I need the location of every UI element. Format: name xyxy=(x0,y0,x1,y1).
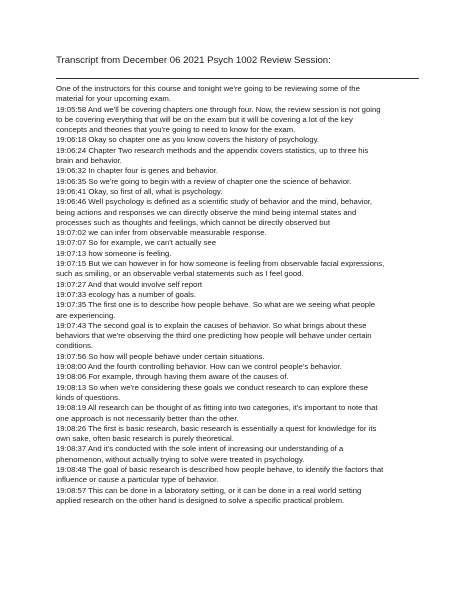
transcript-line: 19:08:37 And it's conducted with the sole intent of increasing our understanding of a xyxy=(56,444,344,454)
transcript-line: 19:07:13 how someone is feeling. xyxy=(56,248,172,258)
transcript-line: 19:07:43 The second goal is to explain the causes of behavior. So what brings about these xyxy=(56,320,367,330)
transcript-line: 19:08:06 For example, through having them aware of the causes of. xyxy=(56,372,289,382)
transcript-line: conditions. xyxy=(56,341,94,351)
transcript-line: concepts and theories that you're going to need to know for the exam. xyxy=(56,125,296,135)
transcript-line: 19:07:56 So how will people behave under certain situations. xyxy=(56,351,265,361)
transcript-line: are experiencing. xyxy=(56,310,116,320)
transcript-line: 19:08:48 The goal of basic research is described how people behave, to identify the factors that xyxy=(56,464,384,474)
transcript-line: 19:06:46 Well psychology is defined as a scientific study of behavior and the mind, behavior, xyxy=(56,197,373,207)
transcript-line: 19:06:24 Chapter Two research methods and the appendix covers statistics, up to three his xyxy=(56,145,369,155)
transcript-line: 19:05:58 And we'll be covering chapters one through four. Now, the review session is not going xyxy=(56,104,381,114)
transcript-line: 19:06:41 Okay, so first of all, what is psychology. xyxy=(56,186,223,196)
transcript-line: processes such as thoughts and feelings, which cannot be directly observed but xyxy=(56,217,330,227)
transcript-line: 19:06:18 Okay so chapter one as you know covers the history of psychology. xyxy=(56,135,320,145)
transcript-line: one approach is not necessarily better than the other. xyxy=(56,413,239,423)
transcript-line: own sake, often basic research is purely theoretical. xyxy=(56,434,234,444)
transcript-line: brain and behavior. xyxy=(56,156,122,166)
transcript-line: 19:08:26 The first is basic research, basic research is essentially a quest for knowledge for its xyxy=(56,423,377,433)
transcript-line: material for your upcoming exam. xyxy=(56,94,172,104)
transcript-line: applied research on the other hand is designed to solve a specific practical problem. xyxy=(56,495,345,505)
transcript-line: phenomenon, without actually trying to solve were treated in psychology. xyxy=(56,454,305,464)
transcript-line: 19:07:02 we can infer from observable measurable response. xyxy=(56,228,267,238)
transcript-line: such as smiling, or an observable verbal statements such as I feel good. xyxy=(56,269,304,279)
transcript-body xyxy=(56,84,432,506)
transcript-line: 19:08:00 And the fourth controlling behavior. How can we control people's behavior. xyxy=(56,362,342,372)
transcript-line: 19:07:27 And that would involve self report xyxy=(56,279,203,289)
transcript-line: influence or cause a particular type of behavior. xyxy=(56,475,219,485)
transcript-line: to be covering everything that will be on the exam but it will be covering a lot of the key xyxy=(56,114,353,124)
transcript-line: 19:06:32 In chapter four is genes and behavior. xyxy=(56,166,219,176)
transcript-line: 19:07:15 But we can however in for how someone is feeling from observable facial expressions, xyxy=(56,259,385,269)
transcript-line: 19:08:13 So when we're considering these goals we conduct research to can explore these xyxy=(56,382,369,392)
transcript-line: 19:07:35 The first one is to describe how people behave. So what are we seeing what people xyxy=(56,300,376,310)
transcript-line: 19:06:35 So we're going to begin with a review of chapter one the science of behavior. xyxy=(56,176,352,186)
transcript-line: kinds of questions. xyxy=(56,392,121,402)
transcript-line: 19:08:57 This can be done in a laboratory setting, or it can be done in a real world setting xyxy=(56,485,362,495)
transcript-line: 19:08:19 All research can be thought of as fitting into two categories, it's important to note that xyxy=(56,403,378,413)
transcript-line: behaviors that we're observing the third one predicting how people will behave under certain xyxy=(56,331,372,341)
title-divider xyxy=(56,78,419,79)
transcript-line: 19:07:07 So for example, we can't actually see xyxy=(56,238,217,248)
transcript-line: One of the instructors for this course and tonight we're going to be reviewing some of the xyxy=(56,84,360,93)
transcript-line: 19:07:33 ecology has a number of goals. xyxy=(56,289,197,299)
transcript-line: being actions and responses we can directly observe the mind being internal states and xyxy=(56,207,357,217)
document-title: Transcript from December 06 2021 Psych 1002 Review Session: xyxy=(56,55,331,66)
